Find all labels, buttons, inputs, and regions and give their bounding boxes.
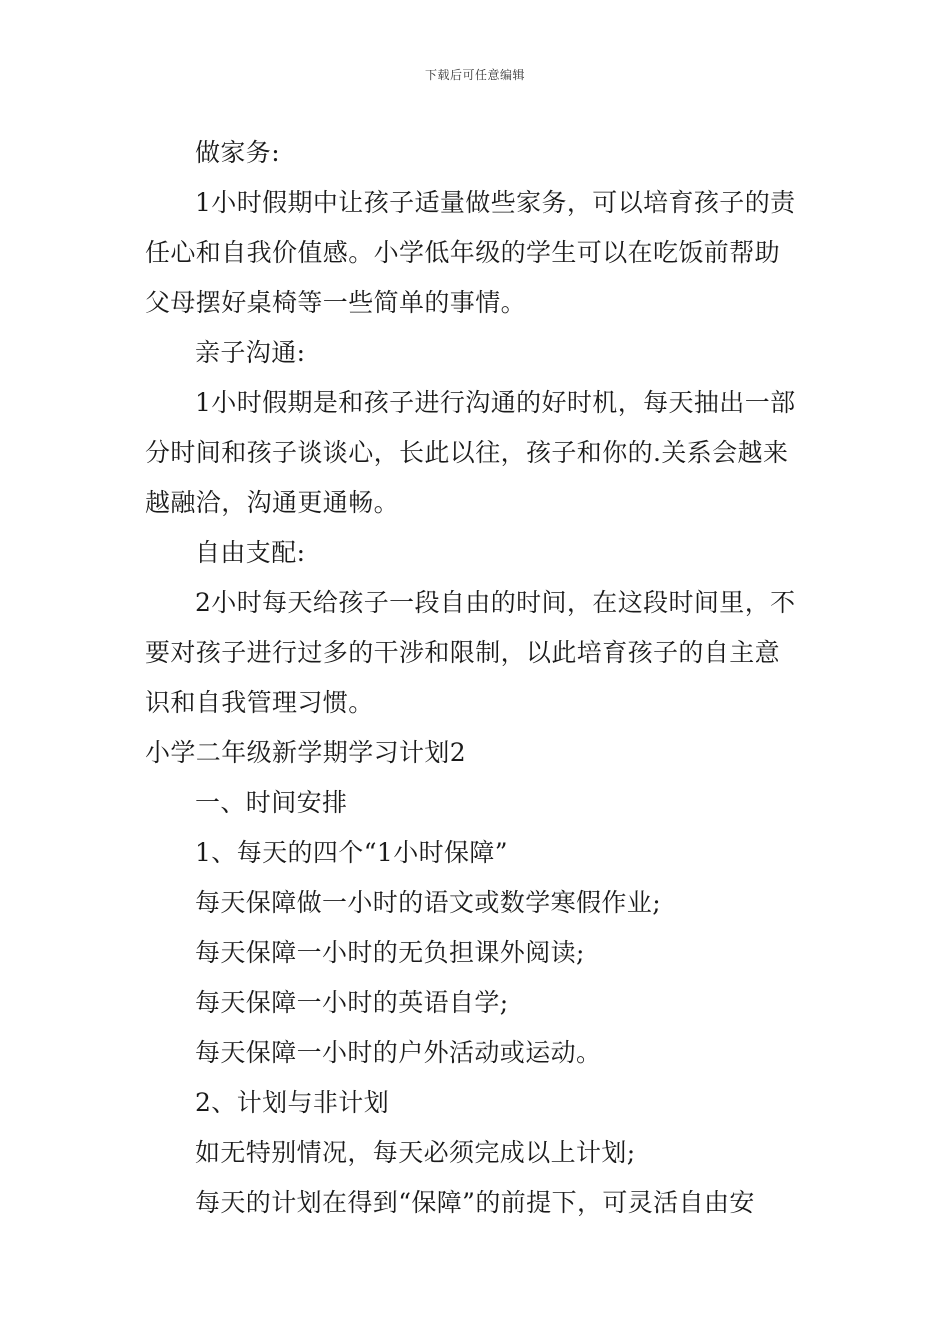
text-line: 亲子沟通:: [195, 338, 306, 367]
text-line: 1小时假期中让孩子适量做些家务，可以培育孩子的责: [195, 188, 796, 217]
text-line: 要对孩子进行过多的干涉和限制，以此培育孩子的自主意: [145, 638, 781, 667]
text-line: 如无特别情况，每天必须完成以上计划;: [195, 1138, 636, 1167]
text-line: 做家务:: [195, 138, 281, 167]
text-line: 2小时每天给孩子一段自由的时间，在这段时间里，不: [195, 588, 796, 617]
text-line: 每天保障一小时的户外活动或运动。: [195, 1038, 602, 1067]
text-line: 每天保障一小时的英语自学;: [195, 988, 509, 1017]
header-note: 下载后可任意编辑: [424, 68, 525, 82]
document-body: [145, 128, 809, 1228]
text-line: 任心和自我价值感。小学低年级的学生可以在吃饭前帮助: [145, 238, 781, 267]
text-line: 2、计划与非计划: [195, 1088, 390, 1117]
text-line: 小学二年级新学期学习计划2: [145, 738, 467, 767]
text-line: 自由支配:: [195, 538, 306, 567]
text-line: 每天的计划在得到“保障”的前提下，可灵活自由安: [195, 1188, 755, 1217]
text-line: 一、时间安排: [195, 788, 348, 817]
text-line: 每天保障做一小时的语文或数学寒假作业;: [195, 888, 662, 917]
text-line: 1、每天的四个“1小时保障”: [195, 838, 508, 867]
text-line: 1小时假期是和孩子进行沟通的好时机，每天抽出一部: [195, 388, 796, 417]
text-line: 识和自我管理习惯。: [145, 688, 374, 717]
text-line: 每天保障一小时的无负担课外阅读;: [195, 938, 585, 967]
text-line: 父母摆好桌椅等一些简单的事情。: [145, 288, 527, 317]
text-line: 分时间和孩子谈谈心，长此以往，孩子和你的.关系会越来: [145, 438, 789, 467]
text-line: 越融洽，沟通更通畅。: [145, 488, 400, 517]
